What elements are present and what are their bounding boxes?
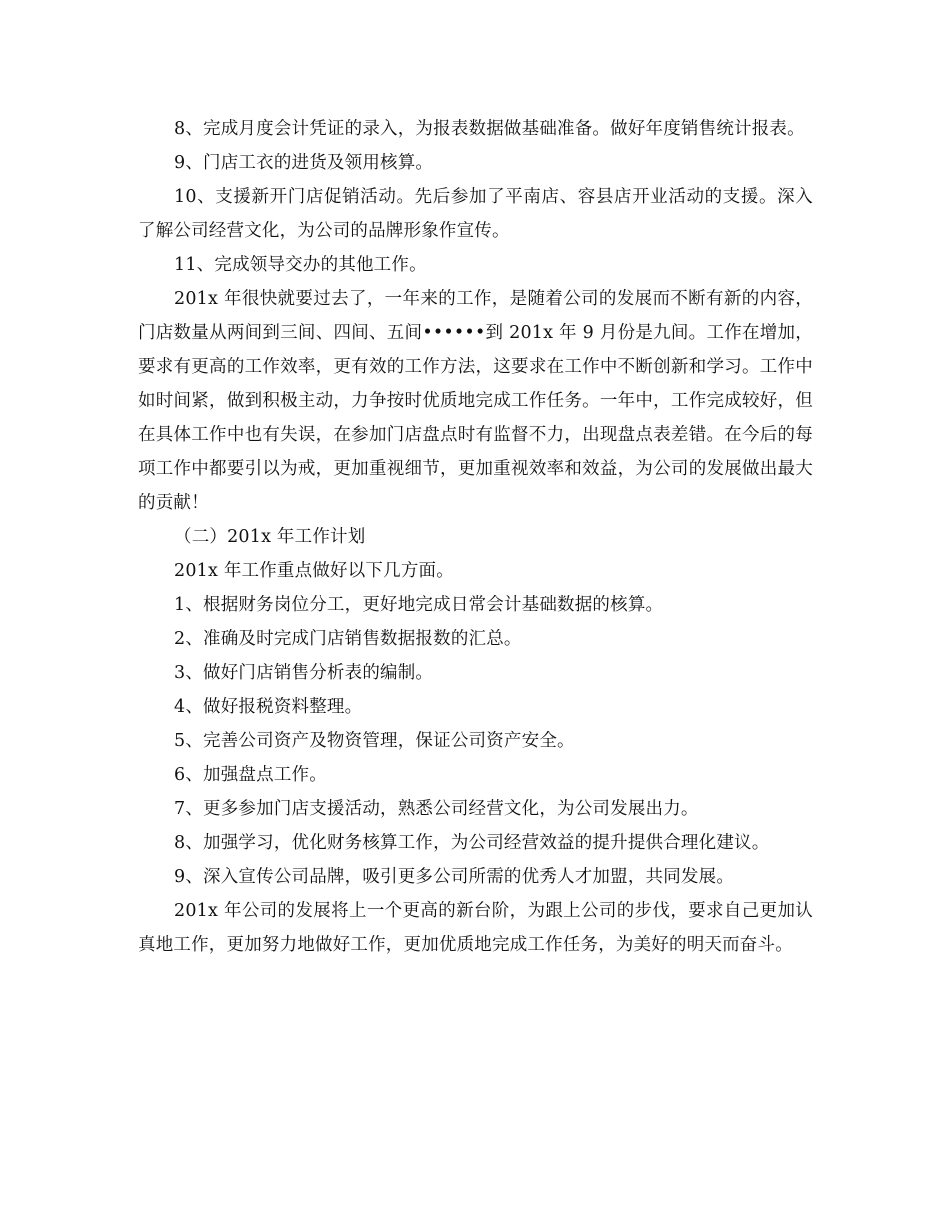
plan-item-2: 2、准确及时完成门店销售数据报数的汇总。 bbox=[174, 629, 522, 649]
plan-item-9: 9、深入宣传公司品牌，吸引更多公司所需的优秀人才加盟，共同发展。 bbox=[174, 867, 735, 887]
paragraph-item-10-store-support: 10、支援新开门店促销活动。先后参加了平南店、容县店开业活动的支援。深入了解公司经营文化，为公司的品牌形象作宣传。 bbox=[138, 187, 813, 241]
plan-item-4: 4、做好报税资料整理。 bbox=[174, 697, 363, 717]
plan-item-1: 1、根据财务岗位分工，更好地完成日常会计基础数据的核算。 bbox=[174, 595, 664, 615]
plan-item-5: 5、完善公司资产及物资管理，保证公司资产安全。 bbox=[174, 731, 575, 751]
section-heading-work-plan: （二）201x 年工作计划 bbox=[174, 527, 366, 547]
paragraph-year-summary: 201x 年很快就要过去了，一年来的工作，是随着公司的发展而不断有新的内容，门店数量从两间到三间、四间、五间••••••到 201x 年 9 月份是九间。工作在增加，要求有更高的工作效率，更有效的工作方法，这要求在工作中不断创新和学习。工作中如时间紧，做到积极主动，力争按时优质地完成工作任务。一年中，工作完成较好，但在具体工作中也有失误，在参加门店盘点时有监督不力，出现盘点表差错。在今后的每项工作中都要引以为戒，更加重视细节，更加重视效率和效益，为公司的发展做出最大的贡献！ bbox=[138, 289, 813, 513]
document-page bbox=[138, 112, 813, 962]
plan-item-6: 6、加强盘点工作。 bbox=[174, 765, 327, 785]
plan-item-7: 7、更多参加门店支援活动，熟悉公司经营文化，为公司发展出力。 bbox=[174, 799, 699, 819]
plan-item-3: 3、做好门店销售分析表的编制。 bbox=[174, 663, 434, 683]
paragraph-item-9-uniforms: 9、门店工衣的进货及领用核算。 bbox=[174, 153, 434, 173]
plan-item-8: 8、加强学习，优化财务核算工作，为公司经营效益的提升提供合理化建议。 bbox=[174, 833, 770, 853]
paragraph-item-8-accounting: 8、完成月度会计凭证的录入，为报表数据做基础准备。做好年度销售统计报表。 bbox=[174, 119, 805, 139]
paragraph-item-11-other-work: 11、完成领导交办的其他工作。 bbox=[174, 255, 427, 275]
paragraph-plan-intro: 201x 年工作重点做好以下几方面。 bbox=[174, 561, 454, 581]
paragraph-closing: 201x 年公司的发展将上一个更高的新台阶，为跟上公司的步伐，要求自己更加认真地工作，更加努力地做好工作，更加优质地完成工作任务，为美好的明天而奋斗。 bbox=[138, 901, 813, 955]
